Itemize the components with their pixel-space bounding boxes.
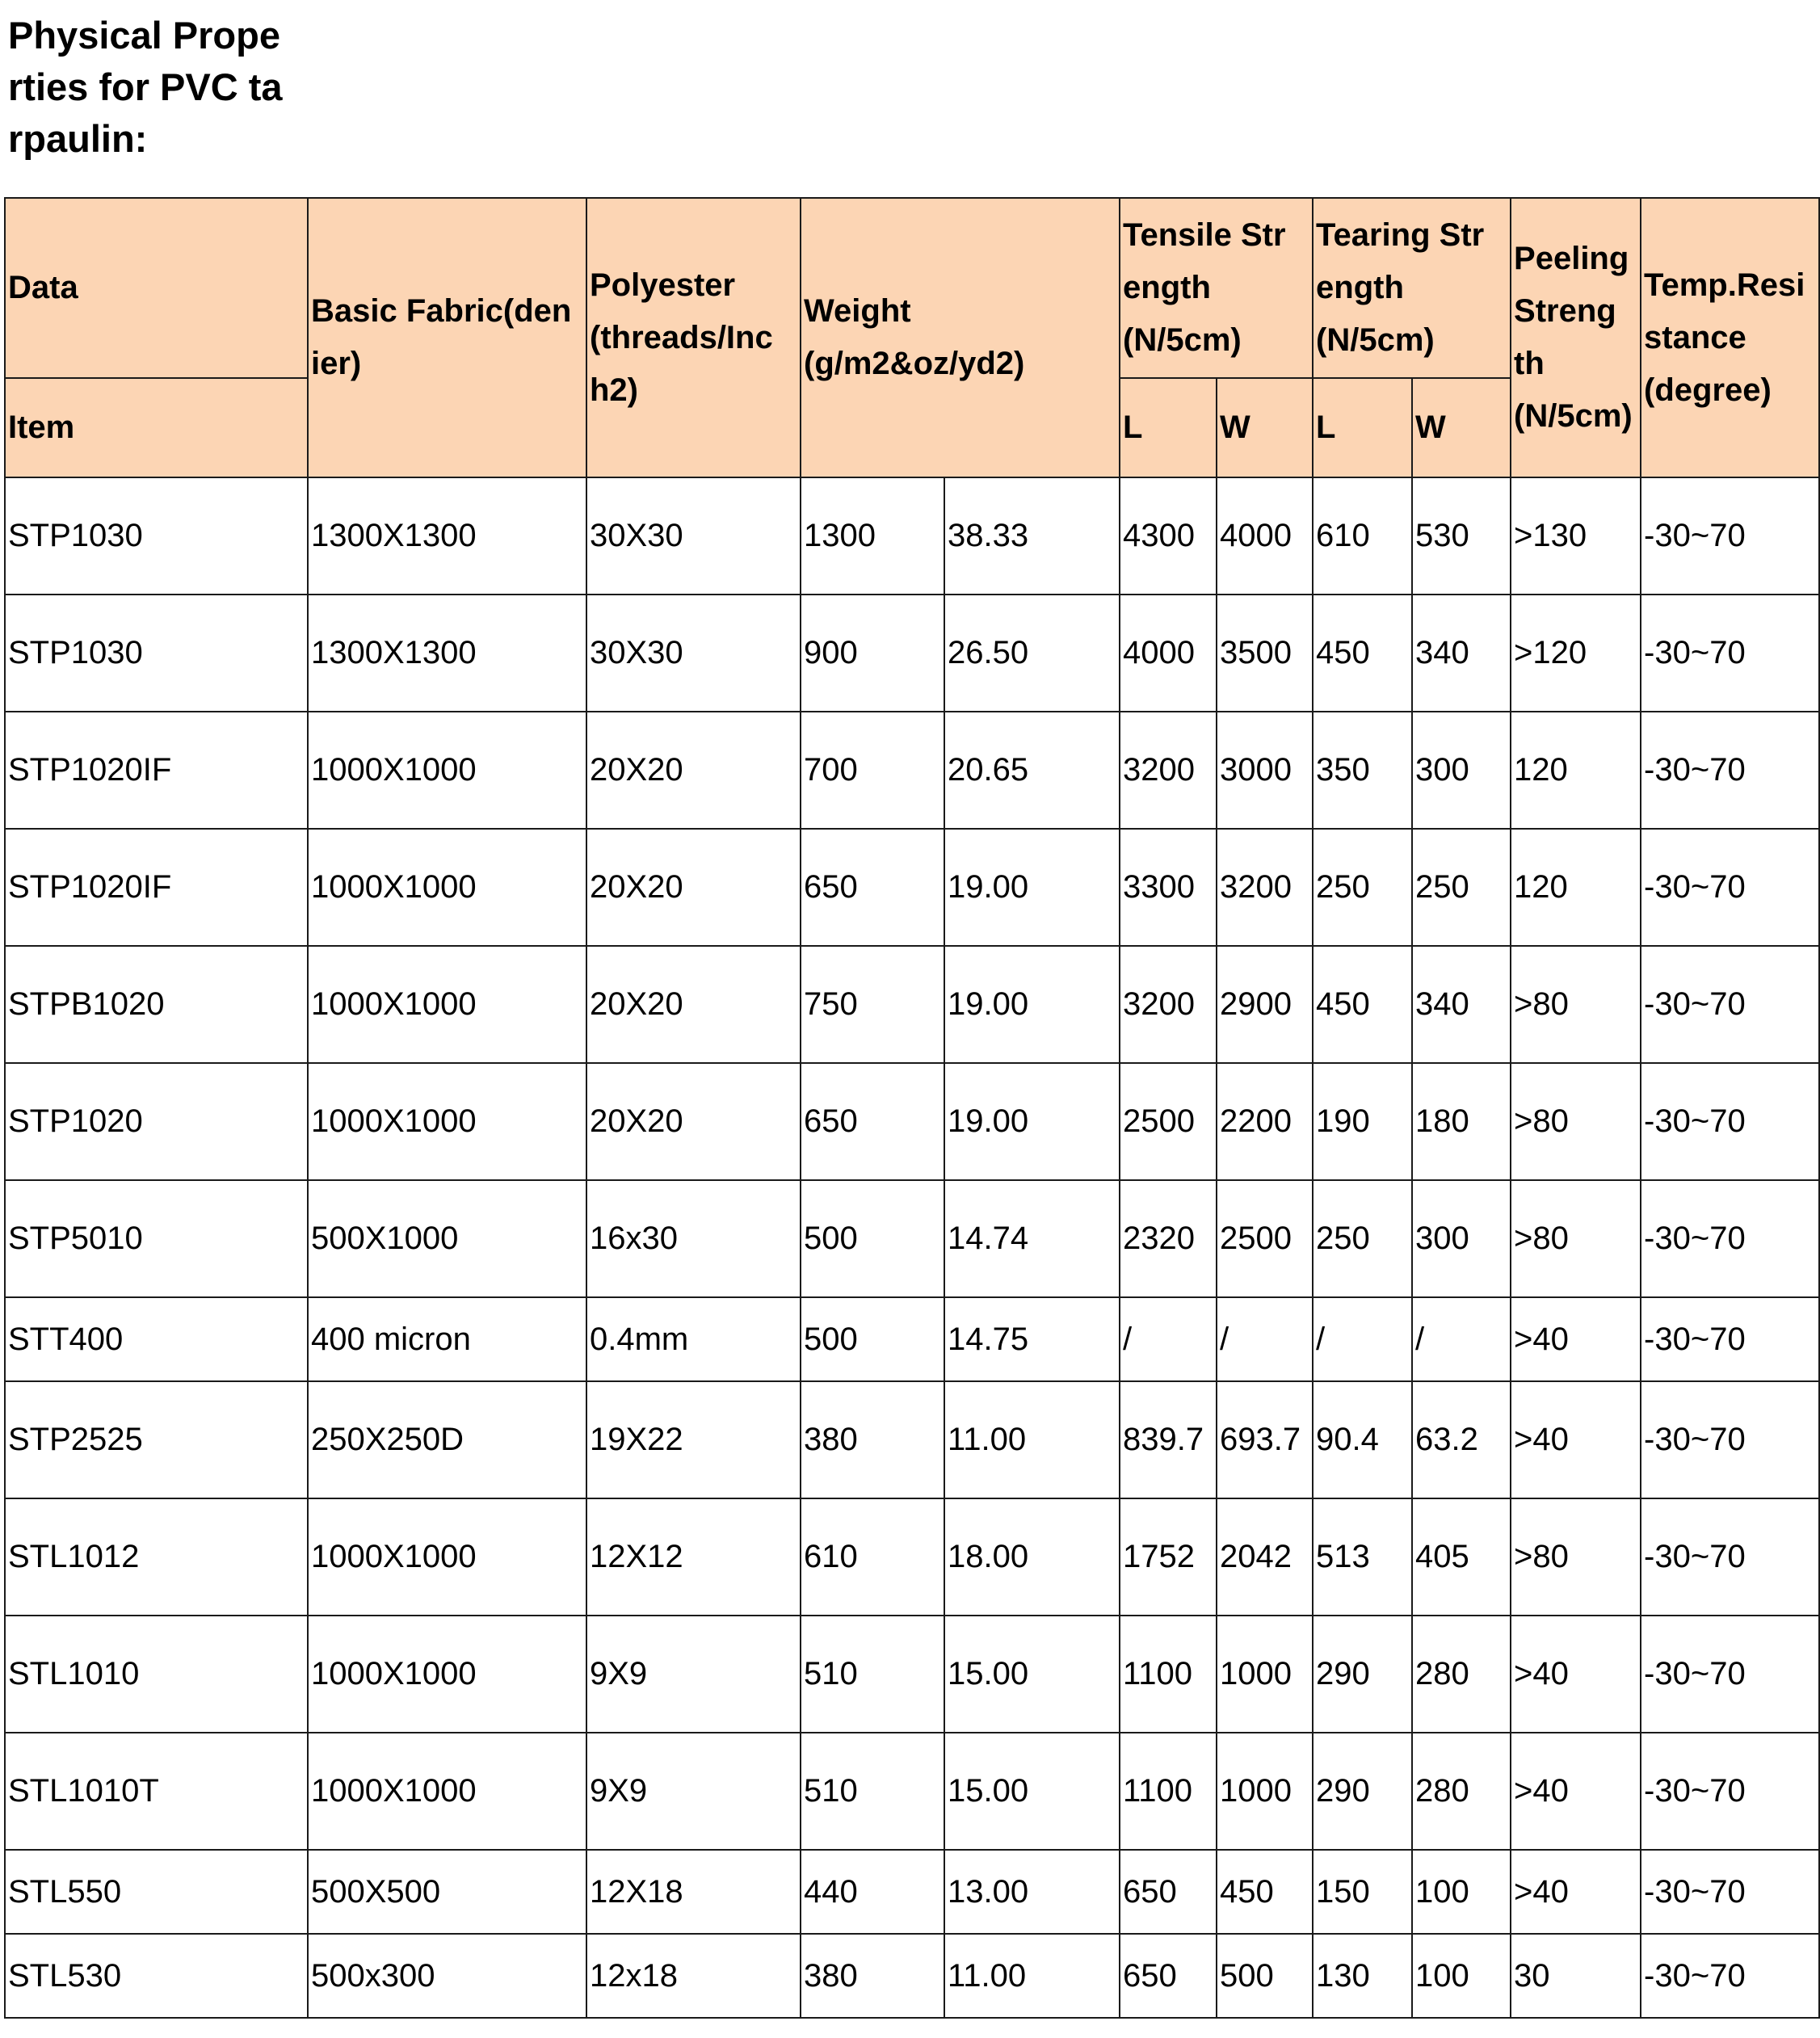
cell-item: STL550	[5, 1850, 308, 1934]
header-tearing-l: L	[1313, 378, 1412, 477]
table-header	[5, 198, 1819, 477]
cell-tearing-l: /	[1313, 1297, 1412, 1381]
cell-basic-fabric: 500X500	[308, 1850, 586, 1934]
cell-polyester: 12X12	[586, 1498, 801, 1616]
cell-weight-gsm: 750	[801, 946, 944, 1063]
cell-peeling: >80	[1511, 946, 1641, 1063]
cell-polyester: 12x18	[586, 1934, 801, 2018]
cell-weight-ozyd: 19.00	[944, 1063, 1120, 1180]
cell-weight-gsm: 380	[801, 1381, 944, 1498]
cell-tearing-l: 150	[1313, 1850, 1412, 1934]
table-row	[5, 595, 1819, 712]
cell-item: STPB1020	[5, 946, 308, 1063]
cell-tearing-l: 450	[1313, 946, 1412, 1063]
cell-peeling: 30	[1511, 1934, 1641, 2018]
cell-tearing-w: /	[1412, 1297, 1511, 1381]
cell-polyester: 0.4mm	[586, 1297, 801, 1381]
cell-tensile-w: 1000	[1217, 1616, 1313, 1733]
cell-temp-resistance: -30~70	[1641, 1850, 1819, 1934]
cell-tensile-l: 1100	[1120, 1733, 1217, 1850]
cell-basic-fabric: 400 micron	[308, 1297, 586, 1381]
cell-item: STP1020IF	[5, 829, 308, 946]
cell-temp-resistance: -30~70	[1641, 1381, 1819, 1498]
cell-tearing-l: 90.4	[1313, 1381, 1412, 1498]
cell-tensile-l: 1100	[1120, 1616, 1217, 1733]
cell-polyester: 20X20	[586, 946, 801, 1063]
cell-polyester: 20X20	[586, 712, 801, 829]
cell-tearing-l: 190	[1313, 1063, 1412, 1180]
cell-weight-ozyd: 38.33	[944, 477, 1120, 595]
cell-tearing-l: 130	[1313, 1934, 1412, 2018]
cell-polyester: 20X20	[586, 1063, 801, 1180]
cell-tearing-w: 280	[1412, 1616, 1511, 1733]
table-row	[5, 1733, 1819, 1850]
header-peeling-strength: Peeling Streng th (N/5cm)	[1511, 198, 1641, 477]
cell-weight-gsm: 1300	[801, 477, 944, 595]
cell-weight-gsm: 510	[801, 1733, 944, 1850]
header-weight: Weight (g/m2&oz/yd2)	[801, 198, 1120, 477]
cell-weight-gsm: 510	[801, 1616, 944, 1733]
header-tensile-strength: Tensile Str ength (N/5cm)	[1120, 198, 1313, 378]
cell-peeling: >40	[1511, 1381, 1641, 1498]
cell-tensile-w: 3500	[1217, 595, 1313, 712]
cell-basic-fabric: 1000X1000	[308, 712, 586, 829]
cell-tensile-w: 4000	[1217, 477, 1313, 595]
cell-tensile-l: 2500	[1120, 1063, 1217, 1180]
cell-temp-resistance: -30~70	[1641, 1297, 1819, 1381]
header-basic-fabric: Basic Fabric(den ier)	[308, 198, 586, 477]
cell-basic-fabric: 1300X1300	[308, 595, 586, 712]
cell-weight-ozyd: 26.50	[944, 595, 1120, 712]
cell-peeling: 120	[1511, 829, 1641, 946]
cell-basic-fabric: 1000X1000	[308, 946, 586, 1063]
cell-weight-gsm: 610	[801, 1498, 944, 1616]
cell-weight-ozyd: 15.00	[944, 1733, 1120, 1850]
cell-tearing-w: 530	[1412, 477, 1511, 595]
cell-item: STL1012	[5, 1498, 308, 1616]
cell-temp-resistance: -30~70	[1641, 595, 1819, 712]
cell-polyester: 16x30	[586, 1180, 801, 1297]
cell-weight-ozyd: 19.00	[944, 946, 1120, 1063]
header-tearing-strength: Tearing Str ength (N/5cm)	[1313, 198, 1511, 378]
cell-polyester: 9X9	[586, 1616, 801, 1733]
table-row	[5, 829, 1819, 946]
cell-tearing-w: 250	[1412, 829, 1511, 946]
cell-tearing-l: 450	[1313, 595, 1412, 712]
table-row	[5, 477, 1819, 595]
cell-basic-fabric: 1300X1300	[308, 477, 586, 595]
header-tensile-w: W	[1217, 378, 1313, 477]
cell-tearing-w: 300	[1412, 1180, 1511, 1297]
cell-item: STT400	[5, 1297, 308, 1381]
table-row	[5, 1616, 1819, 1733]
cell-weight-ozyd: 19.00	[944, 829, 1120, 946]
cell-basic-fabric: 1000X1000	[308, 1063, 586, 1180]
cell-item: STL1010	[5, 1616, 308, 1733]
header-polyester: Polyester (threads/Inc h2)	[586, 198, 801, 477]
table-row	[5, 1180, 1819, 1297]
cell-item: STP2525	[5, 1381, 308, 1498]
cell-tearing-l: 513	[1313, 1498, 1412, 1616]
table-row	[5, 1297, 1819, 1381]
cell-temp-resistance: -30~70	[1641, 477, 1819, 595]
cell-peeling: >40	[1511, 1616, 1641, 1733]
cell-temp-resistance: -30~70	[1641, 712, 1819, 829]
cell-tensile-w: 3200	[1217, 829, 1313, 946]
cell-temp-resistance: -30~70	[1641, 1498, 1819, 1616]
cell-tensile-l: 650	[1120, 1934, 1217, 2018]
header-item: Item	[5, 378, 308, 477]
cell-tensile-w: 2500	[1217, 1180, 1313, 1297]
cell-weight-ozyd: 18.00	[944, 1498, 1120, 1616]
cell-tensile-w: 1000	[1217, 1733, 1313, 1850]
cell-peeling: >80	[1511, 1498, 1641, 1616]
cell-tearing-w: 100	[1412, 1934, 1511, 2018]
cell-basic-fabric: 500x300	[308, 1934, 586, 2018]
cell-tearing-l: 250	[1313, 829, 1412, 946]
cell-polyester: 20X20	[586, 829, 801, 946]
cell-tearing-l: 290	[1313, 1616, 1412, 1733]
cell-tensile-w: 500	[1217, 1934, 1313, 2018]
cell-temp-resistance: -30~70	[1641, 946, 1819, 1063]
cell-tensile-w: 693.7	[1217, 1381, 1313, 1498]
cell-item: STL530	[5, 1934, 308, 2018]
cell-tearing-l: 290	[1313, 1733, 1412, 1850]
cell-tearing-w: 300	[1412, 712, 1511, 829]
cell-peeling: >130	[1511, 477, 1641, 595]
cell-polyester: 19X22	[586, 1381, 801, 1498]
table-row	[5, 712, 1819, 829]
cell-tensile-w: 2900	[1217, 946, 1313, 1063]
cell-basic-fabric: 1000X1000	[308, 829, 586, 946]
table-row	[5, 1063, 1819, 1180]
cell-tearing-w: 100	[1412, 1850, 1511, 1934]
cell-basic-fabric: 500X1000	[308, 1180, 586, 1297]
cell-tensile-l: /	[1120, 1297, 1217, 1381]
document-title: Physical Prope rties for PVC ta rpaulin:	[8, 14, 283, 160]
cell-item: STP1020	[5, 1063, 308, 1180]
cell-temp-resistance: -30~70	[1641, 1063, 1819, 1180]
cell-tensile-l: 4000	[1120, 595, 1217, 712]
cell-tensile-l: 2320	[1120, 1180, 1217, 1297]
cell-basic-fabric: 1000X1000	[308, 1498, 586, 1616]
header-tensile-l: L	[1120, 378, 1217, 477]
cell-tensile-l: 839.7	[1120, 1381, 1217, 1498]
cell-tensile-w: 2200	[1217, 1063, 1313, 1180]
cell-tensile-w: /	[1217, 1297, 1313, 1381]
cell-weight-ozyd: 14.75	[944, 1297, 1120, 1381]
cell-peeling: >40	[1511, 1297, 1641, 1381]
cell-tensile-l: 3200	[1120, 712, 1217, 829]
cell-tensile-l: 650	[1120, 1850, 1217, 1934]
cell-weight-gsm: 500	[801, 1180, 944, 1297]
cell-item: STP5010	[5, 1180, 308, 1297]
cell-tearing-w: 340	[1412, 946, 1511, 1063]
table-row	[5, 1381, 1819, 1498]
table-row	[5, 1498, 1819, 1616]
cell-tensile-l: 1752	[1120, 1498, 1217, 1616]
cell-weight-gsm: 900	[801, 595, 944, 712]
cell-temp-resistance: -30~70	[1641, 1733, 1819, 1850]
cell-tearing-l: 250	[1313, 1180, 1412, 1297]
cell-weight-ozyd: 14.74	[944, 1180, 1120, 1297]
cell-polyester: 30X30	[586, 595, 801, 712]
cell-peeling: >120	[1511, 595, 1641, 712]
header-temp-resistance: Temp.Resi stance (degree)	[1641, 198, 1819, 477]
cell-weight-gsm: 500	[801, 1297, 944, 1381]
cell-weight-gsm: 380	[801, 1934, 944, 2018]
cell-weight-gsm: 440	[801, 1850, 944, 1934]
cell-tearing-w: 63.2	[1412, 1381, 1511, 1498]
table-row	[5, 946, 1819, 1063]
physical-properties-table	[4, 197, 1820, 2019]
cell-item: STP1030	[5, 595, 308, 712]
cell-weight-gsm: 650	[801, 829, 944, 946]
cell-polyester: 12X18	[586, 1850, 801, 1934]
cell-weight-ozyd: 13.00	[944, 1850, 1120, 1934]
cell-tearing-l: 610	[1313, 477, 1412, 595]
cell-peeling: >80	[1511, 1063, 1641, 1180]
cell-weight-gsm: 700	[801, 712, 944, 829]
cell-tearing-w: 280	[1412, 1733, 1511, 1850]
cell-item: STP1020IF	[5, 712, 308, 829]
table-row	[5, 1934, 1819, 2018]
cell-tensile-l: 3200	[1120, 946, 1217, 1063]
cell-basic-fabric: 250X250D	[308, 1381, 586, 1498]
cell-basic-fabric: 1000X1000	[308, 1733, 586, 1850]
cell-weight-ozyd: 11.00	[944, 1934, 1120, 2018]
cell-tearing-w: 180	[1412, 1063, 1511, 1180]
cell-item: STL1010T	[5, 1733, 308, 1850]
table-body	[5, 477, 1819, 2018]
cell-temp-resistance: -30~70	[1641, 1616, 1819, 1733]
cell-peeling: >80	[1511, 1180, 1641, 1297]
header-tearing-w: W	[1412, 378, 1511, 477]
cell-tearing-w: 405	[1412, 1498, 1511, 1616]
cell-weight-ozyd: 15.00	[944, 1616, 1120, 1733]
cell-tensile-w: 450	[1217, 1850, 1313, 1934]
cell-weight-ozyd: 20.65	[944, 712, 1120, 829]
cell-temp-resistance: -30~70	[1641, 829, 1819, 946]
cell-weight-gsm: 650	[801, 1063, 944, 1180]
cell-polyester: 9X9	[586, 1733, 801, 1850]
header-data: Data	[5, 198, 308, 378]
cell-peeling: >40	[1511, 1733, 1641, 1850]
cell-peeling: 120	[1511, 712, 1641, 829]
cell-item: STP1030	[5, 477, 308, 595]
cell-temp-resistance: -30~70	[1641, 1934, 1819, 2018]
cell-tensile-w: 2042	[1217, 1498, 1313, 1616]
cell-temp-resistance: -30~70	[1641, 1180, 1819, 1297]
cell-tensile-w: 3000	[1217, 712, 1313, 829]
cell-weight-ozyd: 11.00	[944, 1381, 1120, 1498]
cell-tensile-l: 3300	[1120, 829, 1217, 946]
cell-basic-fabric: 1000X1000	[308, 1616, 586, 1733]
cell-polyester: 30X30	[586, 477, 801, 595]
cell-peeling: >40	[1511, 1850, 1641, 1934]
table-row	[5, 1850, 1819, 1934]
cell-tensile-l: 4300	[1120, 477, 1217, 595]
cell-tearing-l: 350	[1313, 712, 1412, 829]
cell-tearing-w: 340	[1412, 595, 1511, 712]
